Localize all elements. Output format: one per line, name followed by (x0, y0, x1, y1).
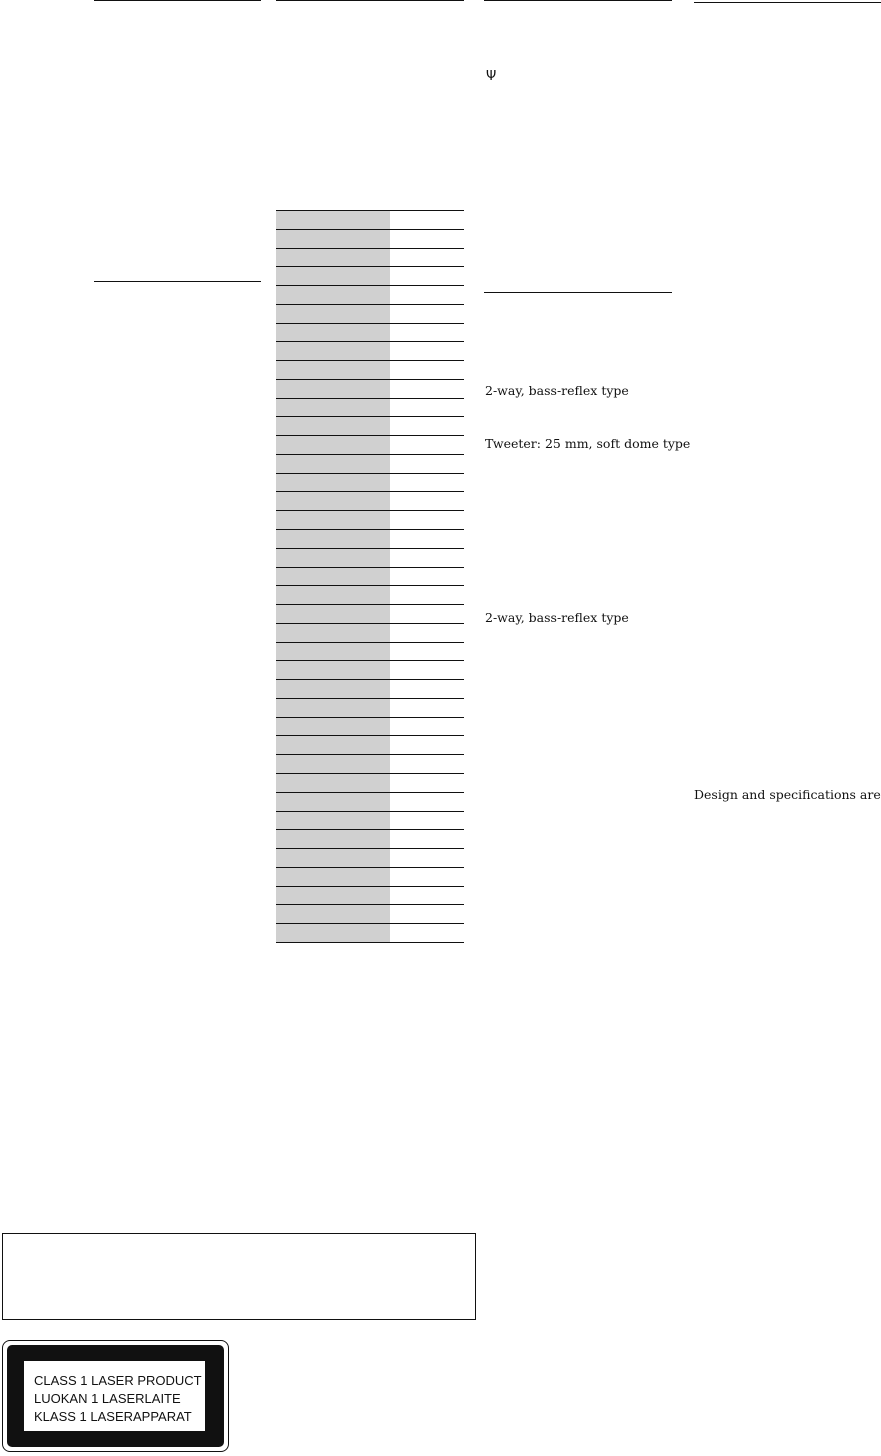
spec-value-cell (390, 530, 464, 549)
spec-label-cell (276, 286, 390, 305)
spec-value-cell (390, 492, 464, 511)
spec-label-cell (276, 905, 390, 924)
spec-table-row (276, 867, 464, 886)
column-3-top-rule (484, 0, 672, 1)
spec-value-cell (390, 830, 464, 849)
spec-table-row (276, 736, 464, 755)
laser-product-label (2, 1340, 229, 1452)
spec-value-cell (390, 586, 464, 605)
spec-value-cell (390, 886, 464, 905)
spec-value-cell (390, 248, 464, 267)
column-3-section-rule (484, 292, 672, 293)
spec-label-cell (276, 830, 390, 849)
laser-label-panel (24, 1361, 205, 1431)
spec-label-cell (276, 773, 390, 792)
column-4-top-rule (694, 2, 881, 3)
column-1-section-rule (94, 281, 261, 282)
spec-value-cell (390, 717, 464, 736)
spec-table-row (276, 248, 464, 267)
spec-table-row (276, 398, 464, 417)
spec-label-cell (276, 623, 390, 642)
spec-label-cell (276, 511, 390, 530)
spec-table-row (276, 605, 464, 624)
spec-table-row (276, 905, 464, 924)
spec-label-cell (276, 642, 390, 661)
spec-label-cell (276, 736, 390, 755)
spec-value-cell (390, 379, 464, 398)
column-1-top-rule (94, 0, 261, 1)
spec-value-cell (390, 924, 464, 943)
spec-table-row (276, 924, 464, 943)
spec-table-row (276, 492, 464, 511)
spec-label-cell (276, 586, 390, 605)
spec-value-cell (390, 417, 464, 436)
spec-value-cell (390, 736, 464, 755)
spec-label-cell (276, 530, 390, 549)
spec-value-cell (390, 905, 464, 924)
spec-table-row (276, 511, 464, 530)
spec-table-row (276, 229, 464, 248)
laser-label-line-1: CLASS 1 LASER PRODUCT (34, 1373, 202, 1388)
spec-table-row (276, 680, 464, 699)
spec-value-cell (390, 642, 464, 661)
spec-label-cell (276, 436, 390, 455)
spec-table-row (276, 361, 464, 380)
spec-label-cell (276, 680, 390, 699)
spec-value-cell (390, 511, 464, 530)
spec-value-cell (390, 267, 464, 286)
warning-box (2, 1233, 476, 1320)
spec-table-row (276, 773, 464, 792)
spec-value-cell (390, 211, 464, 230)
spec-label-cell (276, 417, 390, 436)
spec-value-cell (390, 623, 464, 642)
spec-value-cell (390, 229, 464, 248)
spec-label-cell (276, 342, 390, 361)
spec-value-cell (390, 792, 464, 811)
spec-value-cell (390, 567, 464, 586)
spec-label-cell (276, 605, 390, 624)
spec-value-cell (390, 755, 464, 774)
spec-label-cell (276, 661, 390, 680)
spec-label-cell (276, 698, 390, 717)
spec-table-row (276, 417, 464, 436)
specification-table (276, 210, 464, 943)
spec-label-cell (276, 567, 390, 586)
spec-value-cell (390, 605, 464, 624)
column-2-top-rule (276, 0, 464, 1)
spec-label-cell (276, 361, 390, 380)
spec-value-cell (390, 436, 464, 455)
spec-label-cell (276, 454, 390, 473)
spec-table-row (276, 623, 464, 642)
spec-table-row (276, 811, 464, 830)
spec-label-cell (276, 398, 390, 417)
spec-label-cell (276, 267, 390, 286)
spec-label-cell (276, 473, 390, 492)
spec-table-row (276, 755, 464, 774)
spec-table-row (276, 267, 464, 286)
spec-table-row (276, 698, 464, 717)
spec-value-cell (390, 698, 464, 717)
spec-table-row (276, 548, 464, 567)
design-specifications-note: Design and specifications are (694, 787, 881, 802)
spec-value-cell (390, 323, 464, 342)
spec-table-row (276, 379, 464, 398)
spec-label-cell (276, 229, 390, 248)
spec-table-row (276, 473, 464, 492)
speaker-system-type-second: 2-way, bass-reflex type (485, 610, 629, 625)
spec-table-row (276, 211, 464, 230)
spec-label-cell (276, 867, 390, 886)
spec-label-cell (276, 323, 390, 342)
spec-label-cell (276, 792, 390, 811)
spec-label-cell (276, 211, 390, 230)
spec-label-cell (276, 717, 390, 736)
spec-table-row (276, 323, 464, 342)
spec-label-cell (276, 811, 390, 830)
spec-label-cell (276, 492, 390, 511)
spec-table-row (276, 642, 464, 661)
spec-table-row (276, 886, 464, 905)
spec-value-cell (390, 680, 464, 699)
spec-label-cell (276, 755, 390, 774)
laser-label-line-2: LUOKAN 1 LASERLAITE (34, 1391, 181, 1406)
spec-value-cell (390, 811, 464, 830)
speaker-tweeter-spec: Tweeter: 25 mm, soft dome type (485, 436, 691, 451)
spec-label-cell (276, 304, 390, 323)
spec-table-row (276, 454, 464, 473)
spec-table-row (276, 530, 464, 549)
spec-label-cell (276, 886, 390, 905)
spec-label-cell (276, 379, 390, 398)
usb-icon: Ψ (486, 69, 497, 84)
spec-table-row (276, 286, 464, 305)
spec-value-cell (390, 398, 464, 417)
spec-table-row (276, 342, 464, 361)
spec-table-row (276, 304, 464, 323)
spec-table-row (276, 849, 464, 868)
spec-value-cell (390, 304, 464, 323)
spec-table-row (276, 717, 464, 736)
spec-table-row (276, 830, 464, 849)
spec-table-row (276, 661, 464, 680)
spec-value-cell (390, 548, 464, 567)
spec-value-cell (390, 867, 464, 886)
spec-label-cell (276, 248, 390, 267)
speaker-system-type: 2-way, bass-reflex type (485, 383, 629, 398)
spec-value-cell (390, 342, 464, 361)
spec-label-cell (276, 849, 390, 868)
spec-table-row (276, 792, 464, 811)
spec-table-row (276, 567, 464, 586)
spec-label-cell (276, 548, 390, 567)
spec-value-cell (390, 661, 464, 680)
spec-table-row (276, 586, 464, 605)
spec-table-row (276, 436, 464, 455)
spec-value-cell (390, 286, 464, 305)
spec-value-cell (390, 849, 464, 868)
spec-value-cell (390, 473, 464, 492)
spec-value-cell (390, 361, 464, 380)
spec-value-cell (390, 454, 464, 473)
spec-value-cell (390, 773, 464, 792)
spec-label-cell (276, 924, 390, 943)
laser-label-line-3: KLASS 1 LASERAPPARAT (34, 1409, 192, 1424)
